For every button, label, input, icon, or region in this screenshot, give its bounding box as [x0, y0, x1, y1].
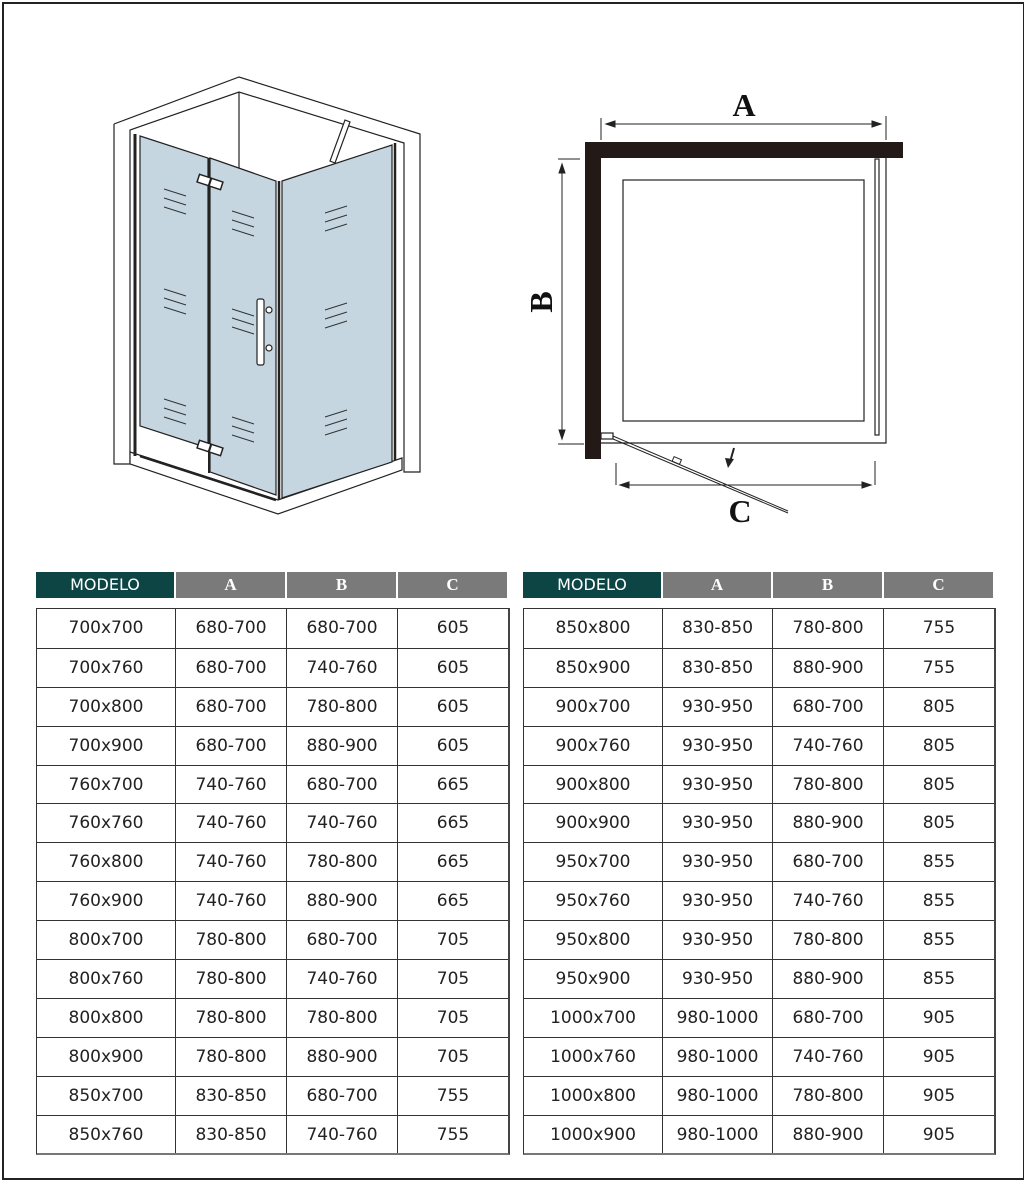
header-b: B — [285, 572, 396, 598]
cell-model: 760x760 — [68, 813, 144, 834]
cell-model: 950x900 — [555, 968, 631, 989]
cell-b: 780-800 — [286, 688, 397, 726]
side-panel — [279, 143, 395, 500]
cell-c: 705 — [397, 999, 508, 1037]
table-row — [524, 998, 994, 1037]
plan-dimension-diagram — [520, 80, 920, 530]
cell-model: 950x700 — [555, 852, 631, 873]
cell-c: 855 — [883, 843, 994, 881]
table-row — [524, 842, 994, 881]
cell-model: 800x900 — [68, 1046, 144, 1067]
cell-a: 740-760 — [175, 804, 286, 842]
cell-c: 755 — [883, 609, 994, 648]
cell-c: 905 — [883, 999, 994, 1037]
table-row — [37, 920, 508, 959]
cell-b: 880-900 — [772, 649, 883, 687]
cell-a: 780-800 — [175, 921, 286, 959]
table-row — [37, 726, 508, 765]
table-row — [37, 842, 508, 881]
cell-model: 950x800 — [555, 930, 631, 951]
cell-b: 680-700 — [772, 999, 883, 1037]
cell-c: 905 — [883, 1038, 994, 1076]
cell-b: 880-900 — [286, 882, 397, 920]
cell-b: 680-700 — [772, 843, 883, 881]
table-row — [524, 959, 994, 998]
cell-b: 740-760 — [772, 727, 883, 765]
table-row — [524, 648, 994, 687]
cell-c: 665 — [397, 843, 508, 881]
header-a: A — [661, 572, 771, 598]
cell-model: 900x760 — [555, 735, 631, 756]
cell-b: 780-800 — [286, 843, 397, 881]
table-row — [37, 803, 508, 842]
cell-c: 605 — [397, 688, 508, 726]
cell-b: 740-760 — [772, 1038, 883, 1076]
cell-c: 905 — [883, 1077, 994, 1115]
table-row — [524, 726, 994, 765]
cell-a: 830-850 — [175, 1077, 286, 1115]
table-row — [524, 803, 994, 842]
cell-b: 880-900 — [772, 960, 883, 998]
cell-a: 980-1000 — [662, 1038, 772, 1076]
label-a: A — [732, 87, 756, 123]
table-row — [37, 959, 508, 998]
cell-b: 680-700 — [772, 688, 883, 726]
enclosure-outline — [601, 158, 886, 443]
table-header — [523, 572, 996, 598]
cell-a: 740-760 — [175, 843, 286, 881]
cell-c: 665 — [397, 766, 508, 804]
cell-b: 740-760 — [286, 649, 397, 687]
cell-b: 740-760 — [772, 882, 883, 920]
cell-c: 905 — [883, 1116, 994, 1154]
cell-a: 780-800 — [175, 960, 286, 998]
cell-b: 740-760 — [286, 1116, 397, 1154]
table-row — [37, 609, 508, 648]
cell-model: 900x900 — [555, 813, 631, 834]
size-table-right — [523, 572, 996, 1155]
table-row — [37, 687, 508, 726]
cell-b: 680-700 — [286, 609, 397, 648]
table-row — [37, 1076, 508, 1115]
cell-a: 930-950 — [662, 960, 772, 998]
cell-c: 705 — [397, 921, 508, 959]
header-a: A — [174, 572, 285, 598]
cell-model: 800x760 — [68, 968, 144, 989]
cell-b: 780-800 — [772, 609, 883, 648]
header-c: C — [882, 572, 993, 598]
header-model: MODELO — [523, 572, 661, 598]
cell-c: 755 — [397, 1116, 508, 1154]
cell-model: 700x760 — [68, 657, 144, 678]
cell-a: 740-760 — [175, 766, 286, 804]
cell-c: 665 — [397, 882, 508, 920]
shower-enclosure-illustration — [100, 70, 430, 520]
table-row — [524, 687, 994, 726]
cell-c: 705 — [397, 1038, 508, 1076]
cell-c: 605 — [397, 727, 508, 765]
table-row — [524, 765, 994, 804]
cell-model: 900x800 — [555, 774, 631, 795]
cell-a: 740-760 — [175, 882, 286, 920]
header-b: B — [771, 572, 882, 598]
cell-a: 780-800 — [175, 999, 286, 1037]
cell-b: 680-700 — [286, 1077, 397, 1115]
cell-c: 805 — [883, 727, 994, 765]
cell-model: 760x700 — [68, 774, 144, 795]
cell-a: 980-1000 — [662, 999, 772, 1037]
cell-a: 930-950 — [662, 921, 772, 959]
table-body — [523, 608, 996, 1155]
cell-b: 780-800 — [772, 766, 883, 804]
cell-b: 880-900 — [772, 1116, 883, 1154]
cell-c: 805 — [883, 688, 994, 726]
cell-a: 930-950 — [662, 688, 772, 726]
cell-a: 930-950 — [662, 843, 772, 881]
cell-model: 850x800 — [555, 618, 631, 639]
cell-model: 850x900 — [555, 657, 631, 678]
label-c: C — [728, 493, 752, 529]
cell-model: 700x900 — [68, 735, 144, 756]
cell-model: 1000x760 — [550, 1046, 636, 1067]
cell-c: 605 — [397, 649, 508, 687]
table-row — [37, 881, 508, 920]
cell-model: 700x700 — [68, 618, 144, 639]
cell-a: 930-950 — [662, 804, 772, 842]
cell-c: 705 — [397, 960, 508, 998]
cell-a: 680-700 — [175, 727, 286, 765]
cell-c: 855 — [883, 921, 994, 959]
wall-section — [585, 142, 903, 459]
table-row — [37, 765, 508, 804]
cell-a: 780-800 — [175, 1038, 286, 1076]
cell-a: 930-950 — [662, 727, 772, 765]
cell-model: 1000x800 — [550, 1085, 636, 1106]
cell-model: 1000x900 — [550, 1124, 636, 1145]
cell-model: 760x900 — [68, 891, 144, 912]
cell-b: 680-700 — [286, 921, 397, 959]
cell-b: 880-900 — [772, 804, 883, 842]
header-model: MODELO — [36, 572, 174, 598]
table-body — [36, 608, 510, 1155]
dimension-b — [558, 159, 584, 444]
cell-a: 980-1000 — [662, 1077, 772, 1115]
cell-a: 830-850 — [662, 649, 772, 687]
dimension-c — [616, 461, 875, 488]
cell-c: 805 — [883, 766, 994, 804]
cell-model: 900x700 — [555, 696, 631, 717]
cell-b: 780-800 — [772, 921, 883, 959]
cell-b: 780-800 — [286, 999, 397, 1037]
table-row — [524, 609, 994, 648]
cell-b: 780-800 — [772, 1077, 883, 1115]
cell-a: 680-700 — [175, 688, 286, 726]
cell-c: 805 — [883, 804, 994, 842]
cell-model: 700x800 — [68, 696, 144, 717]
table-row — [37, 1037, 508, 1076]
table-row — [524, 1115, 994, 1154]
table-row — [37, 1115, 508, 1154]
cell-a: 680-700 — [175, 609, 286, 648]
cell-c: 855 — [883, 960, 994, 998]
cell-model: 950x760 — [555, 891, 631, 912]
cell-c: 855 — [883, 882, 994, 920]
cell-model: 800x700 — [68, 930, 144, 951]
cell-a: 930-950 — [662, 882, 772, 920]
table-row — [524, 1076, 994, 1115]
table-row — [37, 648, 508, 687]
cell-c: 605 — [397, 609, 508, 648]
table-row — [37, 998, 508, 1037]
cell-b: 880-900 — [286, 727, 397, 765]
cell-c: 665 — [397, 804, 508, 842]
table-row — [524, 920, 994, 959]
table-header — [36, 572, 510, 598]
cell-a: 930-950 — [662, 766, 772, 804]
size-table-left — [36, 572, 510, 1155]
cell-c: 755 — [883, 649, 994, 687]
cell-model: 850x760 — [68, 1124, 144, 1145]
label-b: B — [523, 291, 559, 313]
cell-model: 1000x700 — [550, 1007, 636, 1028]
table-row — [524, 1037, 994, 1076]
cell-a: 830-850 — [175, 1116, 286, 1154]
header-c: C — [396, 572, 507, 598]
cell-c: 755 — [397, 1077, 508, 1115]
cell-b: 740-760 — [286, 804, 397, 842]
cell-b: 740-760 — [286, 960, 397, 998]
stabilizer-bar — [330, 120, 350, 163]
table-row — [524, 881, 994, 920]
cell-a: 830-850 — [662, 609, 772, 648]
cell-model: 760x800 — [68, 852, 144, 873]
cell-a: 980-1000 — [662, 1116, 772, 1154]
cell-model: 800x800 — [68, 1007, 144, 1028]
cell-b: 680-700 — [286, 766, 397, 804]
swing-arrow-icon — [725, 448, 734, 468]
cell-b: 880-900 — [286, 1038, 397, 1076]
open-door — [613, 436, 788, 513]
cell-model: 850x700 — [68, 1085, 144, 1106]
cell-a: 680-700 — [175, 649, 286, 687]
